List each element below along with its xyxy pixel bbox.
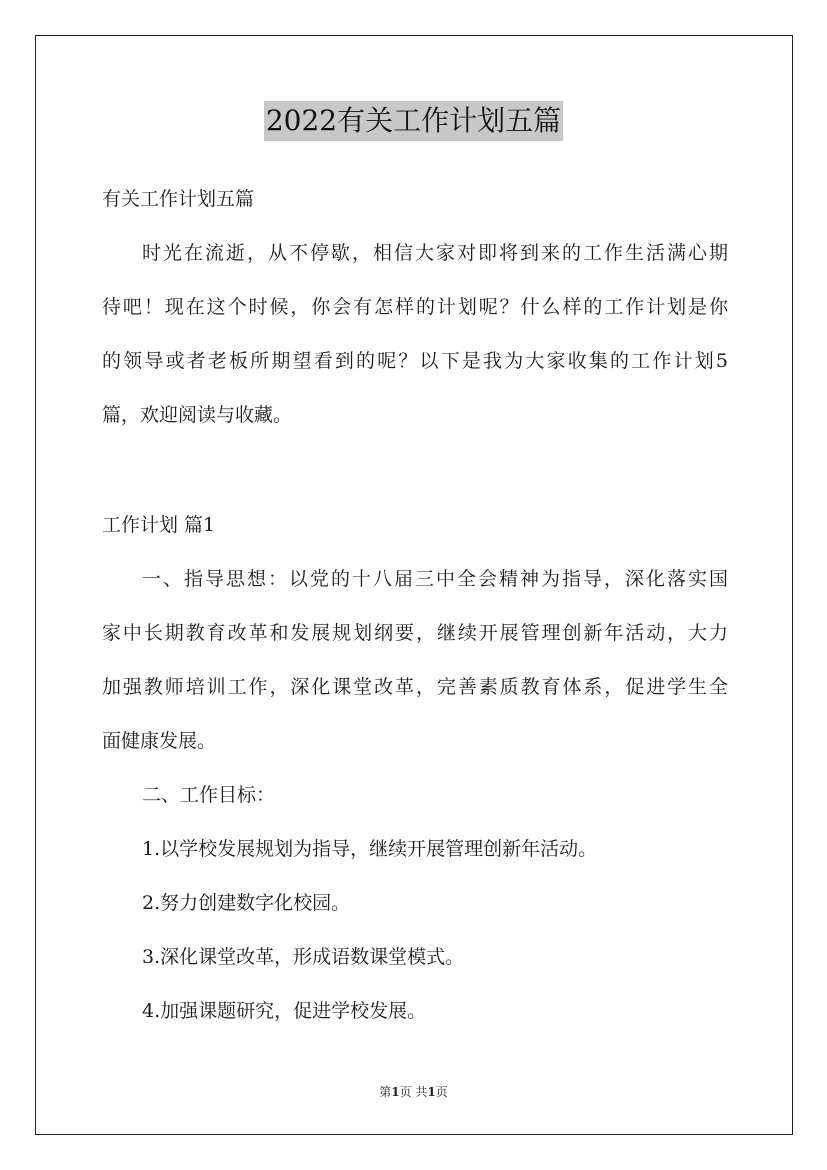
- document-title: 2022有关工作计划五篇: [264, 101, 563, 141]
- title-container: [0, 101, 827, 141]
- goal-item: 4.加强课题研究，促进学校发展。: [142, 1000, 427, 1022]
- guiding-line: 家中长期教育改革和发展规划纲要，继续开展管理创新年活动，大力: [102, 622, 728, 644]
- guiding-line: 加强教师培训工作，深化课堂改革，完善素质教育体系，促进学生全: [102, 676, 728, 698]
- goal-item: 1.以学校发展规划为指导，继续开展管理创新年活动。: [142, 838, 598, 860]
- paragraph-gap: [102, 442, 728, 498]
- intro-line: 时光在流逝，从不停歇，相信大家对即将到来的工作生活满心期: [142, 242, 728, 264]
- footer-total-pages: 1: [427, 1085, 436, 1099]
- subtitle: 有关工作计划五篇: [102, 188, 255, 210]
- footer-prefix: 第: [379, 1085, 392, 1099]
- footer-page-number: 1: [391, 1085, 400, 1099]
- footer-mid: 页 共: [399, 1085, 428, 1099]
- goal-item: 3.深化课堂改革，形成语数课堂模式。: [142, 946, 465, 968]
- intro-line: 待吧！现在这个时候，你会有怎样的计划呢？什么样的工作计划是你: [102, 296, 728, 318]
- document-body: [102, 172, 728, 1038]
- intro-line: 的领导或者老板所期望看到的呢？以下是我为大家收集的工作计划5: [102, 350, 728, 372]
- page-footer: [0, 1083, 827, 1100]
- guiding-line: 一、指导思想：以党的十八届三中全会精神为指导，深化落实国: [142, 568, 728, 590]
- footer-suffix: 页: [435, 1085, 448, 1099]
- goals-heading: 二、工作目标：: [142, 784, 276, 806]
- goal-item: 2.努力创建数字化校园。: [142, 892, 351, 914]
- section-heading: 工作计划 篇1: [102, 514, 216, 536]
- guiding-line: 面健康发展。: [102, 730, 217, 752]
- intro-line: 篇，欢迎阅读与收藏。: [102, 404, 293, 426]
